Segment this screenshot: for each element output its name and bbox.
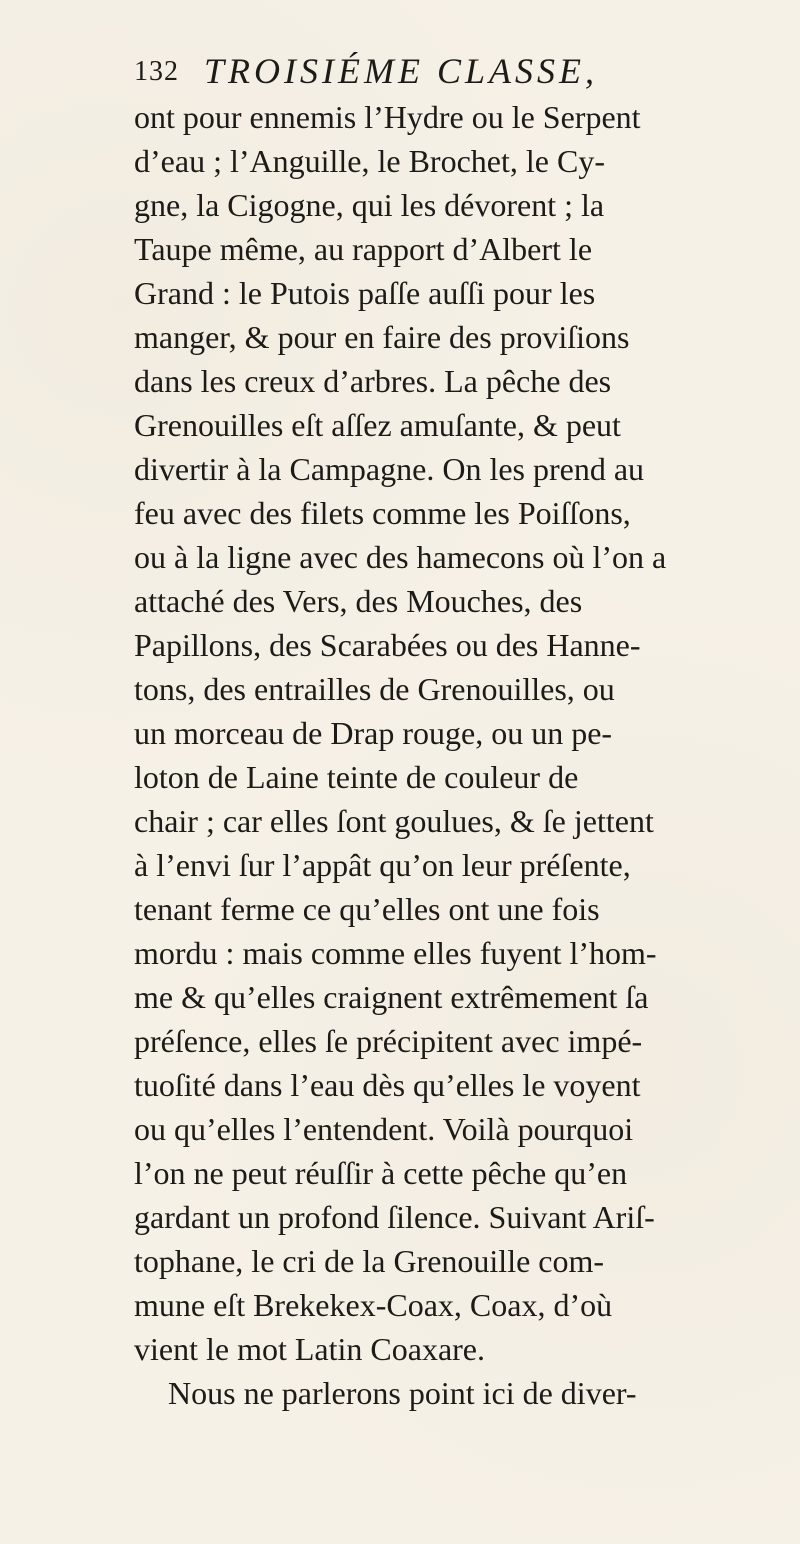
text-line: préſence, elles ſe précipitent avec impé-: [134, 1023, 643, 1059]
page-header: [134, 50, 754, 100]
running-head: TROISIÉME CLASSE,: [204, 51, 598, 91]
text-line: Grand : le Putois paſſe auſſi pour les: [134, 275, 596, 311]
text-line: gne, la Cigogne, qui les dévorent ; la: [134, 187, 605, 223]
text-line: vient le mot Latin Coaxare.: [134, 1331, 485, 1367]
text-line: Nous ne parlerons point ici de diver-: [168, 1375, 637, 1411]
text-line: mune eſt Brekekex-Coax, Coax, d’où: [134, 1287, 613, 1323]
text-line: mordu : mais comme elles fuyent l’hom-: [134, 935, 657, 971]
text-line: ou qu’elles l’entendent. Voilà pourquoi: [134, 1111, 634, 1147]
text-line: tuoſité dans l’eau dès qu’elles le voyent: [134, 1067, 641, 1103]
text-line: Grenouilles eſt aſſez amuſante, & peut: [134, 407, 621, 443]
text-line: ont pour ennemis l’Hydre ou le Serpent: [134, 99, 641, 135]
text-line: tons, des entrailles de Grenouilles, ou: [134, 671, 615, 707]
text-line: ou à la ligne avec des hamecons où l’on a: [134, 539, 667, 575]
text-line: Taupe même, au rapport d’Albert le: [134, 231, 593, 267]
text-line: d’eau ; l’Anguille, le Brochet, le Cy-: [134, 143, 605, 179]
text-line: feu avec des filets comme les Poiſſons,: [134, 495, 631, 531]
text-line: chair ; car elles ſont goulues, & ſe jettent: [134, 803, 654, 839]
text-line: tenant ferme ce qu’elles ont une fois: [134, 891, 600, 927]
text-line: divertir à la Campagne. On les prend au: [134, 451, 645, 487]
text-line: à l’envi ſur l’appât qu’on leur préſente,: [134, 847, 631, 883]
text-line: tophane, le cri de la Grenouille com-: [134, 1243, 605, 1279]
text-line: attaché des Vers, des Mouches, des: [134, 583, 583, 619]
text-line: Papillons, des Scarabées ou des Hanne-: [134, 627, 641, 663]
text-line: manger, & pour en faire des proviſions: [134, 319, 630, 355]
text-line: loton de Laine teinte de couleur de: [134, 759, 579, 795]
text-line: gardant un profond ſilence. Suivant Ariſ-: [134, 1199, 655, 1235]
text-line: me & qu’elles craignent extrêmement ſa: [134, 979, 649, 1015]
page-number: 132: [134, 56, 179, 87]
body-text: [134, 94, 766, 1544]
text-line: l’on ne peut réuſſir à cette pêche qu’en: [134, 1155, 628, 1191]
text-line: un morceau de Drap rouge, ou un pe-: [134, 715, 613, 751]
text-line: dans les creux d’arbres. La pêche des: [134, 363, 612, 399]
